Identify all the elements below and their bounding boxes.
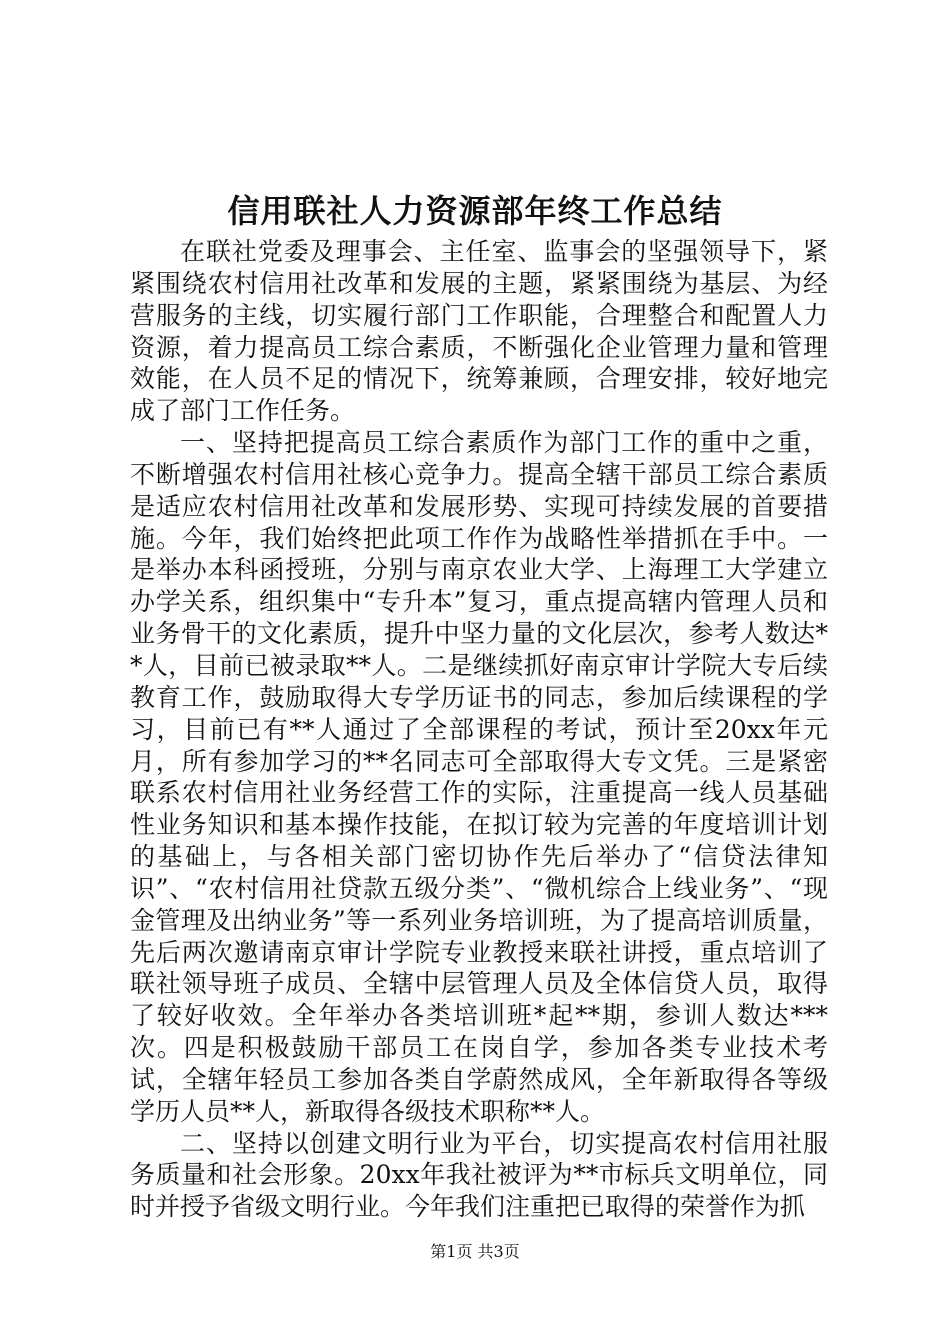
document-body xyxy=(130,236,828,1223)
paragraph-section-2: 二、坚持以创建文明行业为平台，切实提高农村信用社服务质量和社会形象。20xx年我社被评为**市标兵文明单位，同时并授予省级文明行业。今年我们注重把已取得的荣誉作为抓 xyxy=(130,1128,828,1222)
paragraph-section-1: 一、坚持把提高员工综合素质作为部门工作的重中之重，不断增强农村信用社核心竞争力。提高全辖干部员工综合素质是适应农村信用社改革和发展形势、实现可持续发展的首要措施。今年，我们始终把此项工作作为战略性举措抓在手中。一是举办本科函授班，分别与南京农业大学、上海理工大学建立办学关系，组织集中“专升本”复习，重点提高辖内管理人员和业务骨干的文化素质，提升中坚力量的文化层次，参考人数达**人，目前已被录取**人。二是继续抓好南京审计学院大专后续教育工作，鼓励取得大专学历证书的同志，参加后续课程的学习，目前已有**人通过了全部课程的考试，预计至20xx年元月，所有参加学习的**名同志可全部取得大专文凭。三是紧密联系农村信用社业务经营工作的实际，注重提高一线人员基础性业务知识和基本操作技能，在拟订较为完善的年度培训计划的基础上，与各相关部门密切协作先后举办了“信贷法律知识”、“农村信用社贷款五级分类”、“微机综合上线业务”、“现金管理及出纳业务”等一系列业务培训班，为了提高培训质量，先后两次邀请南京审计学院专业教授来联社讲授，重点培训了联社领导班子成员、全辖中层管理人员及全体信贷人员，取得了较好收效。全年举办各类培训班*起**期，参训人数达***次。四是积极鼓励干部员工在岗自学，参加各类专业技术考试，全辖年轻员工参加各类自学蔚然成风，全年新取得各等级学历人员**人，新取得各级技术职称**人。 xyxy=(130,428,828,1126)
page-number-footer: 第1页 共3页 xyxy=(430,1242,520,1261)
document-title: 信用联社人力资源部年终工作总结 xyxy=(227,192,723,230)
paragraph-intro: 在联社党委及理事会、主任室、监事会的坚强领导下，紧紧围绕农村信用社改革和发展的主题，紧紧围绕为基层、为经营服务的主线，切实履行部门工作职能，合理整合和配置人力资源，着力提高员工综合素质，不断强化企业管理力量和管理效能，在人员不足的情况下，统筹兼顾，合理安排，较好地完成了部门工作任务。 xyxy=(130,237,828,426)
